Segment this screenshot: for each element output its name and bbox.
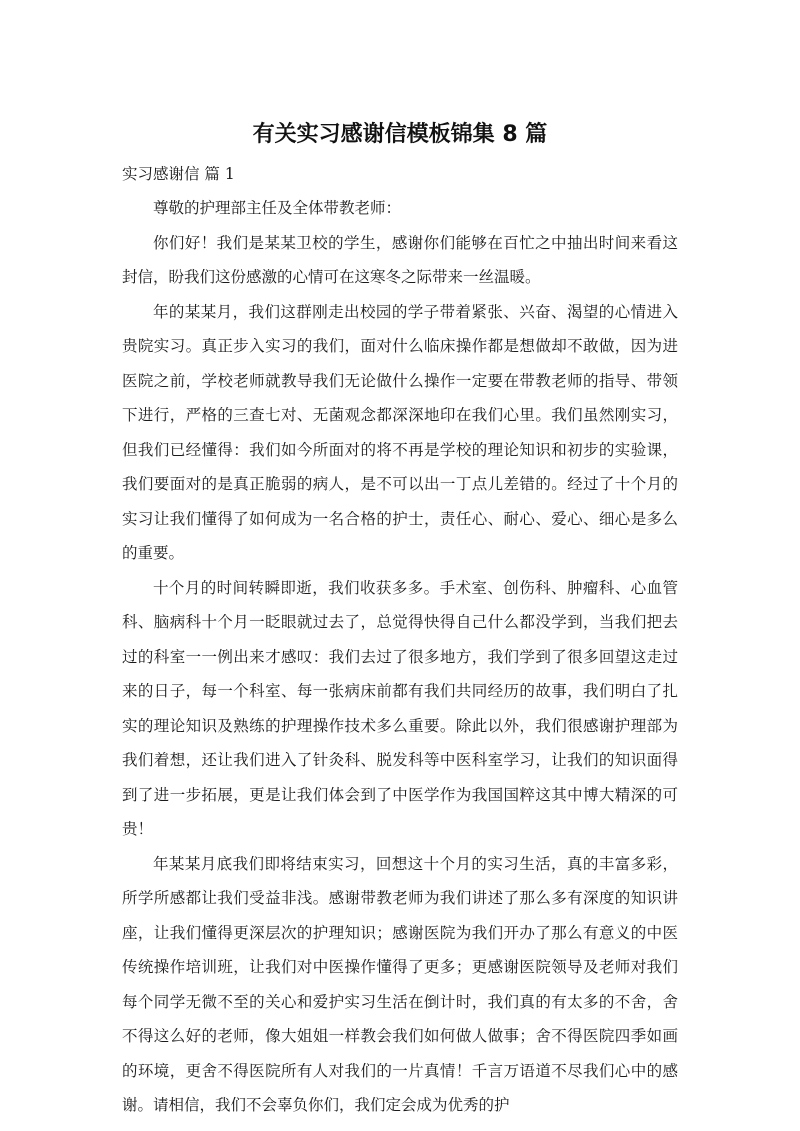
document-title: 有关实习感谢信模板锦集 8 篇 — [252, 122, 548, 147]
letter-body — [122, 191, 678, 1123]
body-paragraph: 十个月的时间转瞬即逝，我们收获多多。手术室、创伤科、肿瘤科、心血管科、脑病科十个月一眨眼就过去了，总觉得快得自己什么都没学到，当我们把去过的科室一一例出来才感叹：我们去过了很多地方，我们学到了很多回望这走过来的日子，每一个科室、每一张病床前都有我们共同经历的故事，我们明白了扎实的理论知识及熟练的护理操作技术多么重要。除此以外，我们很感谢护理部为我们着想，还让我们进入了针灸科、脱发科等中医科室学习，让我们的知识面得到了进一步拓展，更是让我们体会到了中医学作为我国国粹这其中博大精深的可贵！ — [122, 578, 678, 838]
salutation-paragraph: 尊敬的护理部主任及全体带教老师： — [153, 199, 402, 217]
section-heading: 实习感谢信 篇 1 — [122, 165, 235, 183]
body-paragraph: 年的某某月，我们这群刚走出校园的学子带着紧张、兴奋、渴望的心情进入贵院实习。真正步入实习的我们，面对什么临床操作都是想做却不敢做，因为进医院之前，学校老师就教导我们无论做什么操作一定要在带教老师的指导、带领下进行，严格的三查七对、无菌观念都深深地印在我们心里。我们虽然刚实习，但我们已经懂得：我们如今所面对的将不再是学校的理论知识和初步的实验课，我们要面对的是真正脆弱的病人，是不可以出一丁点儿差错的。经过了十个月的实习让我们懂得了如何成为一名合格的护士，责任心、耐心、爱心、细心是多么的重要。 — [122, 302, 678, 562]
body-paragraph: 年某某月底我们即将结束实习，回想这十个月的实习生活，真的丰富多彩，所学所感都让我们受益非浅。感谢带教老师为我们讲述了那么多有深度的知识讲座，让我们懂得更深层次的护理知识；感谢医院为我们开办了那么有意义的中医传统操作培训班，让我们对中医操作懂得了更多；更感谢医院领导及老师对我们每个同学无微不至的关心和爱护实习生活在倒计时，我们真的有太多的不舍，舍不得这么好的老师，像大姐姐一样教会我们如何做人做事；舍不得医院四季如画的环境，更舍不得医院所有人对我们的一片真情！千言万语道不尽我们心中的感谢。请相信，我们不会辜负你们，我们定会成为优秀的护 — [122, 854, 678, 1114]
body-paragraph: 你们好！我们是某某卫校的学生，感谢你们能够在百忙之中抽出时间来看这封信，盼我们这份感激的心情可在这寒冬之际带来一丝温暖。 — [122, 233, 678, 286]
